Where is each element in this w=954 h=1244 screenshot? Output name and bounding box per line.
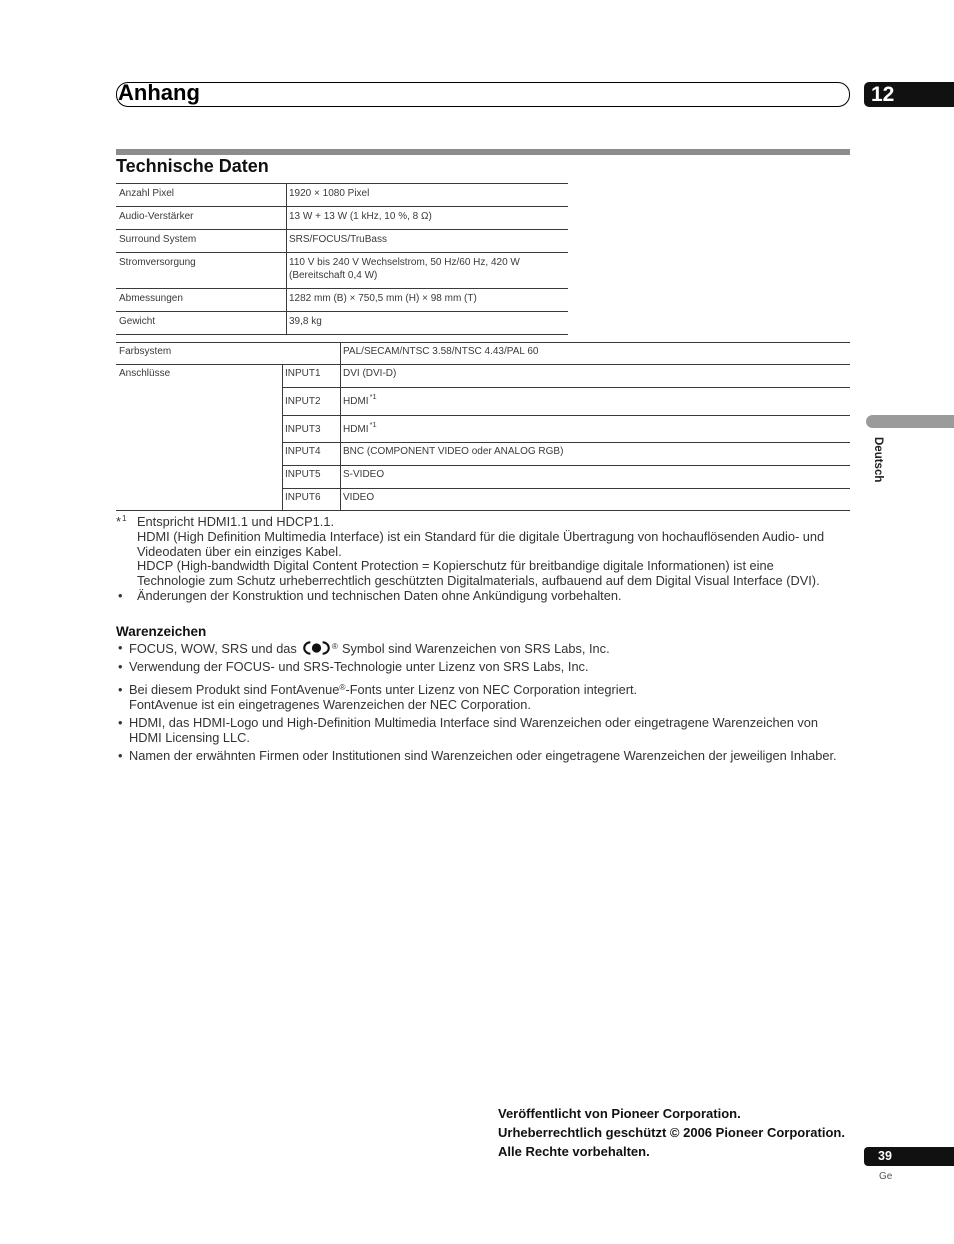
- spec-value: PAL/SECAM/NTSC 3.58/NTSC 4.43/PAL 60: [343, 346, 539, 357]
- trademark-text: FOCUS, WOW, SRS und das: [129, 641, 297, 656]
- publisher-info: [498, 1104, 845, 1161]
- footnote-text: [137, 515, 824, 589]
- table-row-input: [282, 443, 850, 466]
- bullet: •: [118, 748, 123, 763]
- chapter-number: 12: [871, 83, 895, 106]
- publisher-line: Veröffentlicht von Pioneer Corporation.: [498, 1106, 741, 1121]
- input-value: S-VIDEO: [343, 469, 385, 480]
- footnote-reference: *1: [369, 420, 377, 429]
- spec-value: 1920 × 1080 Pixel: [289, 188, 370, 199]
- input-name: INPUT6: [285, 492, 321, 503]
- spec-value: 13 W + 13 W (1 kHz, 10 %, 8 Ω): [289, 211, 432, 222]
- chapter-header: [116, 82, 850, 107]
- spec-table: [116, 183, 568, 335]
- spec-value-line: (Bereitschaft 0,4 W): [289, 270, 378, 281]
- spec-label: Audio-Verstärker: [119, 211, 194, 222]
- footnote-line: Technologie zum Schutz urheberrechtlich geschützten Digitalmaterials, aufbauend auf dem Digital Visual Interface (DVI).: [137, 573, 820, 589]
- table-row-input: [282, 388, 850, 416]
- input-name: INPUT4: [285, 446, 321, 457]
- table-row-input: [282, 466, 850, 489]
- bullet: •: [118, 659, 123, 674]
- input-value-text: HDMI: [343, 396, 369, 407]
- spec-value: 1282 mm (B) × 750,5 mm (H) × 98 mm (T): [289, 293, 477, 304]
- footnote-marker: [116, 515, 126, 530]
- input-value: [343, 392, 377, 408]
- page-language-code: Ge: [879, 1171, 893, 1182]
- spec-label: Anzahl Pixel: [119, 188, 175, 199]
- publisher-line: Alle Rechte vorbehalten.: [498, 1144, 650, 1159]
- section-title: Technische Daten: [116, 156, 269, 176]
- spec-label: Abmessungen: [119, 293, 183, 304]
- spec-label: Farbsystem: [119, 346, 172, 357]
- trademark-srs-license: Verwendung der FOCUS- und SRS-Technologie unter Lizenz von SRS Labs, Inc.: [129, 659, 589, 674]
- trademark-line: HDMI, das HDMI-Logo und High-Definition Multimedia Interface sind Warenzeichen oder eingetragene Warenzeichen von: [129, 715, 819, 730]
- spec-label: Gewicht: [119, 316, 156, 327]
- table-row: [116, 184, 568, 207]
- trademark-line: [129, 683, 637, 698]
- footnote-line: Entspricht HDMI1.1 und HDCP1.1.: [137, 514, 335, 529]
- chapter-number-badge: [864, 82, 954, 107]
- spec-value: SRS/FOCUS/TruBass: [289, 234, 387, 245]
- bullet: •: [118, 682, 123, 697]
- table-row: [116, 207, 568, 230]
- table-row: [116, 312, 568, 335]
- srs-logo-icon: [301, 641, 332, 655]
- registered-mark: ®: [331, 640, 338, 651]
- language-label: Deutsch: [872, 437, 884, 483]
- input-value: VIDEO: [343, 492, 375, 503]
- input-name: INPUT2: [285, 396, 321, 407]
- spec-label: Stromversorgung: [119, 257, 196, 268]
- language-tab: [866, 415, 954, 428]
- trademarks-heading: Warenzeichen: [116, 624, 207, 639]
- footnote-line: HDCP (High-bandwidth Digital Content Protection = Kopierschutz für breitbandige digitale Informationen) ist eine: [137, 558, 774, 574]
- input-value: BNC (COMPONENT VIDEO oder ANALOG RGB): [343, 446, 564, 457]
- spec-value-line: 110 V bis 240 V Wechselstrom, 50 Hz/60 Hz, 420 W: [289, 257, 520, 268]
- table-row-color-system: [116, 343, 850, 365]
- trademark-text: Symbol sind Warenzeichen von SRS Labs, Inc.: [341, 641, 610, 656]
- table-row-input: [282, 489, 850, 510]
- trademark-srs: [129, 641, 610, 657]
- input-value: [343, 420, 377, 436]
- table-row-input: [282, 416, 850, 443]
- bullet: •: [118, 715, 123, 730]
- trademark-line: FontAvenue ist ein eingetragenes Warenzeichen der NEC Corporation.: [129, 696, 531, 712]
- footnote-marker-star: *: [116, 514, 121, 529]
- trademark-fontavenue: [129, 683, 637, 713]
- registered-mark: ®: [339, 681, 346, 692]
- bullet: •: [118, 588, 123, 603]
- chapter-title: Anhang: [118, 80, 200, 105]
- input-value-text: HDMI: [343, 424, 369, 435]
- spec-label: Surround System: [119, 234, 197, 245]
- publisher-line: Urheberrechtlich geschützt © 2006 Pioneer Corporation.: [498, 1125, 845, 1140]
- footnote-line: Videodaten über ein einziges Kabel.: [137, 543, 342, 559]
- spec-value: [289, 256, 520, 282]
- table-row: [116, 230, 568, 253]
- connections-label: Anschlüsse: [119, 368, 171, 379]
- input-name: INPUT1: [285, 368, 321, 379]
- footnote-marker-number: 1: [121, 514, 127, 523]
- trademark-hdmi: [129, 716, 818, 746]
- spec-value: 39,8 kg: [289, 316, 322, 327]
- trademark-other: Namen der erwähnten Firmen oder Institutionen sind Warenzeichen oder eingetragene Warenzeichen der jeweiligen Inhaber.: [129, 748, 837, 763]
- change-notice: Änderungen der Konstruktion und technischen Daten ohne Ankündigung vorbehalten.: [137, 588, 622, 603]
- io-spec-table: [116, 342, 850, 511]
- trademark-text: -Fonts unter Lizenz von NEC Corporation integriert.: [345, 682, 638, 697]
- table-row-input: [282, 365, 850, 388]
- footnote-reference: *1: [369, 392, 377, 401]
- trademark-text: Bei diesem Produkt sind FontAvenue: [129, 682, 340, 697]
- page-number: 39: [878, 1149, 892, 1163]
- table-row: [116, 289, 568, 312]
- trademark-line: HDMI Licensing LLC.: [129, 729, 250, 745]
- input-name: INPUT3: [285, 424, 321, 435]
- footnote-line: HDMI (High Definition Multimedia Interface) ist ein Standard für die digitale Übertragung von hochauflösenden Audio- und: [137, 528, 825, 544]
- input-name: INPUT5: [285, 469, 321, 480]
- table-row: [116, 253, 568, 289]
- bullet: •: [118, 640, 123, 655]
- input-value: DVI (DVI-D): [343, 368, 397, 379]
- page-number-badge: [864, 1147, 954, 1166]
